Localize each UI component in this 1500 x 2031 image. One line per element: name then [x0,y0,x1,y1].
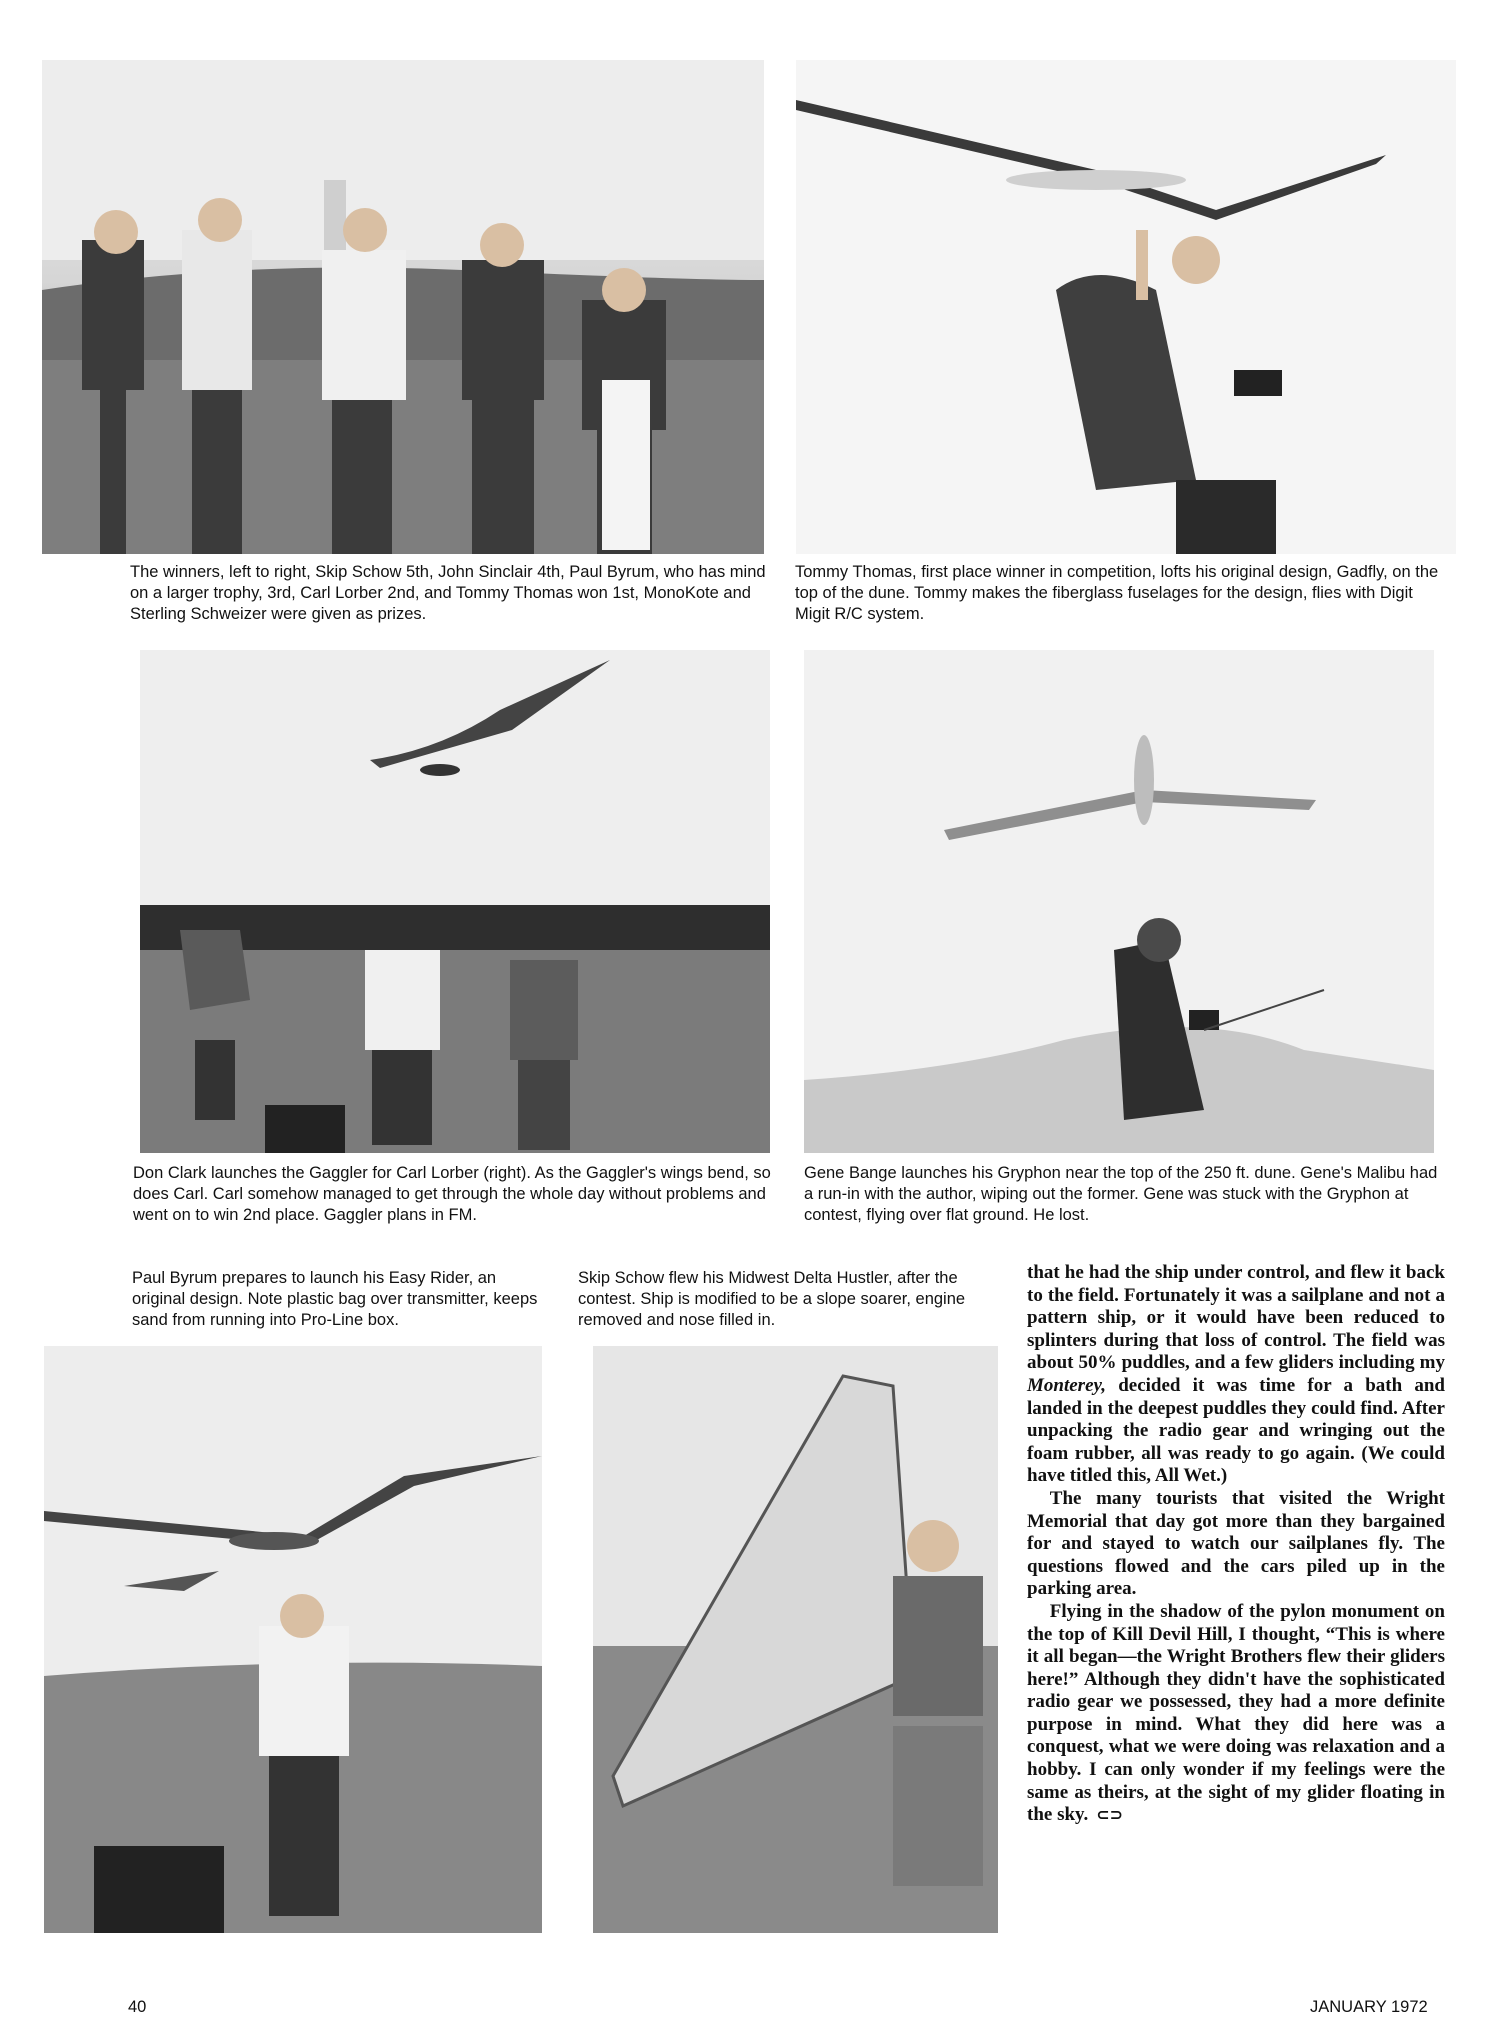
photo-paul-byrum-easy-rider [44,1346,542,1933]
photo-delta-hustler-illustration [593,1346,998,1933]
article-continuation [1027,1262,1445,1827]
issue-date: JANUARY 1972 [1310,1998,1428,2016]
glider-name-monterey: Monterey, [1027,1374,1106,1396]
photo-winners-group [42,60,764,554]
article-paragraph-3: Flying in the shadow of the pylon monument on the top of Kill Devil Hill, I thought, “This is where it all began—the Wright Brothers flew their gliders here!” Although they didn't have the sophisticated radio gear we possessed, they had a more definite purpose in mind. What they did here was a conquest, what we were doing was relaxation and a hobby. I can only wonder if my feelings were the same as theirs, at the sight of my glider floating in the sky. ⊂⊃ [1027,1600,1445,1826]
caption-gene-bange: Gene Bange launches his Gryphon near the top of the 250 ft. dune. Gene's Malibu had a run-in with the author, wiping out the former. Gene was stuck with the Gryphon at contest, flying over flat ground. He lost. [804,1164,1438,1224]
photo-gaggler-illustration [140,650,770,1153]
photo-don-clark-launch [140,650,770,1153]
photo-tommy-illustration [796,60,1456,554]
caption-paul-byrum: Paul Byrum prepares to launch his Easy Rider, an original design. Note plastic bag over transmitter, keeps sand from running into Pro-Line box. [132,1269,538,1329]
article-paragraph-1: that he had the ship under control, and flew it back to the field. Fortunately it was a sailplane and not a pattern ship, or it would have been reduced to splinters during that loss of control. The field was about 50% puddles, and a few gliders including my Monterey, decided it was time for a bath and landed in the deepest puddles they could find. After unpacking the radio gear and wringing out the foam rubber, all was ready to go again. (We could have titled this, All Wet.) [1027,1262,1445,1487]
caption-tommy-thomas: Tommy Thomas, first place winner in competition, lofts his original design, Gadfly, on the top of the dune. Tommy makes the fiberglass fuselages for the design, flies with Digit Migit R/C system. [795,563,1439,623]
photo-skip-schow-delta-hustler [593,1346,998,1933]
photo-gene-bange-launch [804,650,1434,1153]
caption-don-clark: Don Clark launches the Gaggler for Carl Lorber (right). As the Gaggler's wings bend, so does Carl. Carl somehow managed to get through the whole day without problems and went on to win 2nd place. Gaggler plans in FM. [133,1164,771,1224]
end-of-article-mark: ⊂⊃ [1096,1805,1124,1825]
article-paragraph-2: The many tourists that visited the Wright Memorial that day got more than they bargained for and stayed to watch our sailplanes fly. The questions flowed and the cars piled up in the parking area. [1027,1487,1445,1600]
caption-skip-schow: Skip Schow flew his Midwest Delta Hustler, after the contest. Ship is modified to be a slope soarer, engine removed and nose filled in. [578,1269,966,1329]
photo-gryphon-illustration [804,650,1434,1153]
photo-easy-rider-illustration [44,1346,542,1933]
photo-tommy-thomas [796,60,1456,554]
photo-winners-illustration [42,60,764,554]
caption-winners: The winners, left to right, Skip Schow 5th, John Sinclair 4th, Paul Byrum, who has mind on a larger trophy, 3rd, Carl Lorber 2nd, and Tommy Thomas won 1st, MonoKote and Sterling Schweizer were given as prizes. [130,563,766,623]
page-number: 40 [128,1998,147,2016]
